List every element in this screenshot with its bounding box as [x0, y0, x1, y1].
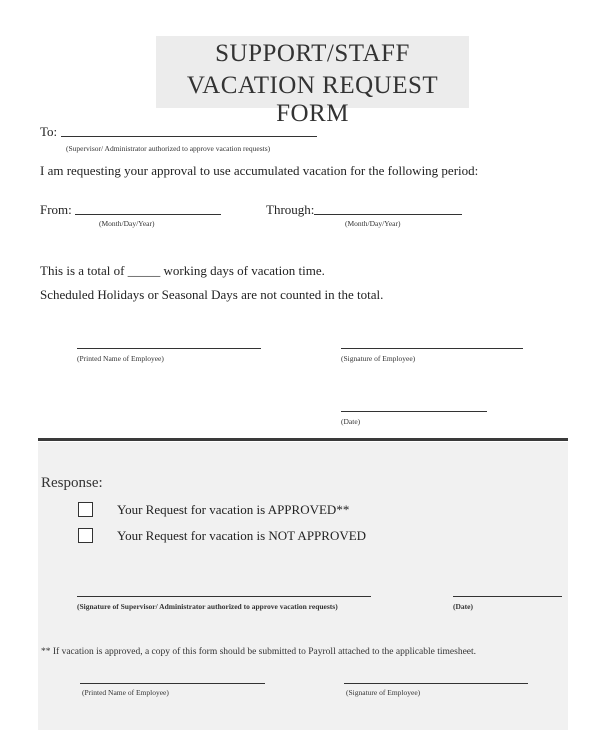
- holidays-statement: Scheduled Holidays or Seasonal Days are not counted in the total.: [40, 287, 384, 302]
- form-title-line-1: SUPPORT/STAFF: [215, 40, 410, 67]
- response-label: Response:: [41, 475, 103, 491]
- supervisor-signature-caption: (Signature of Supervisor/ Administrator authorized to approve vacation requests): [77, 602, 338, 611]
- employee-signature-field[interactable]: [341, 348, 523, 349]
- section-divider: [38, 438, 568, 441]
- to-field[interactable]: [61, 136, 317, 137]
- response-signature-caption: (Signature of Employee): [346, 688, 421, 697]
- from-date-field[interactable]: [75, 214, 221, 215]
- response-section: [38, 442, 568, 730]
- form-title-line-2: VACATION REQUEST FORM: [186, 72, 439, 127]
- approved-option-label: Your Request for vacation is APPROVED**: [117, 502, 350, 517]
- employee-date-field[interactable]: [341, 411, 487, 412]
- form-title-box: [156, 36, 469, 127]
- from-date-caption: (Month/Day/Year): [99, 219, 155, 228]
- not-approved-checkbox[interactable]: [78, 528, 93, 543]
- to-label: To:: [40, 124, 58, 139]
- supervisor-signature-field[interactable]: [77, 596, 371, 597]
- approved-checkbox[interactable]: [78, 502, 93, 517]
- supervisor-date-caption: (Date): [453, 602, 473, 611]
- response-printed-name-caption: (Printed Name of Employee): [82, 688, 169, 697]
- employee-signature-caption: (Signature of Employee): [341, 354, 416, 363]
- through-label: Through:: [266, 202, 315, 217]
- through-date-caption: (Month/Day/Year): [345, 219, 401, 228]
- through-date-field[interactable]: [314, 214, 462, 215]
- not-approved-option-label: Your Request for vacation is NOT APPROVED: [117, 528, 367, 543]
- response-signature-field[interactable]: [344, 683, 528, 684]
- employee-date-caption: (Date): [341, 417, 361, 426]
- from-label: From:: [40, 202, 72, 217]
- supervisor-date-field[interactable]: [453, 596, 562, 597]
- employee-printed-name-caption: (Printed Name of Employee): [77, 354, 164, 363]
- employee-printed-name-field[interactable]: [77, 348, 261, 349]
- payroll-note: ** If vacation is approved, a copy of this form should be submitted to Payroll attached to the applicable timesheet.: [41, 647, 477, 657]
- request-statement: I am requesting your approval to use accumulated vacation for the following period:: [40, 163, 479, 178]
- to-caption: (Supervisor/ Administrator authorized to approve vacation requests): [66, 144, 271, 153]
- total-days-statement: This is a total of _____ working days of vacation time.: [40, 263, 325, 278]
- response-printed-name-field[interactable]: [80, 683, 265, 684]
